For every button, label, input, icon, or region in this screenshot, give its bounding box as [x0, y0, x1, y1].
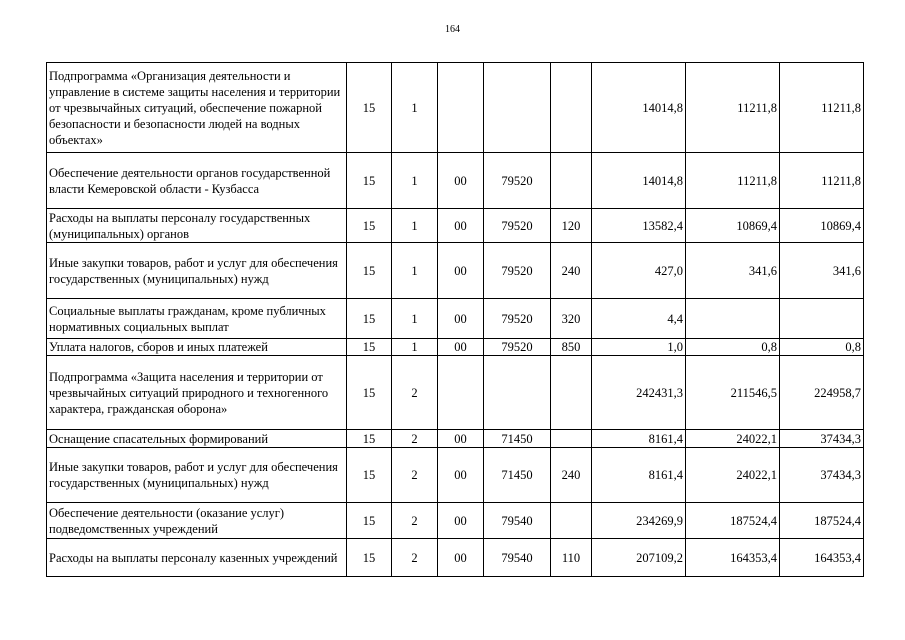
code-subsection: 00 [438, 153, 484, 209]
code-section: 2 [392, 448, 438, 503]
amount-year-2: 10869,4 [686, 209, 780, 243]
code-section: 1 [392, 299, 438, 339]
code-section: 2 [392, 539, 438, 577]
row-name: Обеспечение деятельности (оказание услуг) подведомственных учреждений [47, 503, 347, 539]
amount-year-3: 11211,8 [780, 63, 864, 153]
code-admin: 15 [347, 243, 392, 299]
code-subsection: 00 [438, 339, 484, 356]
code-target: 71450 [484, 430, 551, 448]
code-expense-type [551, 356, 592, 430]
amount-year-1: 14014,8 [592, 153, 686, 209]
row-name: Подпрограмма «Защита населения и территории от чрезвычайных ситуаций природного и техногенного характера, гражданская оборона» [47, 356, 347, 430]
table-row [47, 63, 864, 153]
code-admin: 15 [347, 503, 392, 539]
row-name: Обеспечение деятельности органов государственной власти Кемеровской области - Кузбасса [47, 153, 347, 209]
code-expense-type: 240 [551, 243, 592, 299]
amount-year-3: 10869,4 [780, 209, 864, 243]
amount-year-2: 24022,1 [686, 448, 780, 503]
row-name: Расходы на выплаты персоналу государственных (муниципальных) органов [47, 209, 347, 243]
code-subsection [438, 63, 484, 153]
code-admin: 15 [347, 339, 392, 356]
code-admin: 15 [347, 153, 392, 209]
code-section: 1 [392, 153, 438, 209]
code-expense-type: 240 [551, 448, 592, 503]
amount-year-2: 211546,5 [686, 356, 780, 430]
code-target: 79520 [484, 209, 551, 243]
row-name: Социальные выплаты гражданам, кроме публичных нормативных социальных выплат [47, 299, 347, 339]
code-subsection: 00 [438, 448, 484, 503]
code-expense-type [551, 153, 592, 209]
row-name: Иные закупки товаров, работ и услуг для обеспечения государственных (муниципальных) нужд [47, 243, 347, 299]
amount-year-1: 8161,4 [592, 430, 686, 448]
amount-year-1: 1,0 [592, 339, 686, 356]
code-admin: 15 [347, 299, 392, 339]
amount-year-2: 11211,8 [686, 153, 780, 209]
amount-year-1: 14014,8 [592, 63, 686, 153]
code-expense-type: 320 [551, 299, 592, 339]
amount-year-1: 427,0 [592, 243, 686, 299]
code-target: 79520 [484, 339, 551, 356]
code-target [484, 356, 551, 430]
amount-year-2 [686, 299, 780, 339]
code-subsection: 00 [438, 243, 484, 299]
amount-year-3: 0,8 [780, 339, 864, 356]
table-row [47, 448, 864, 503]
amount-year-3: 37434,3 [780, 430, 864, 448]
code-admin: 15 [347, 448, 392, 503]
amount-year-3 [780, 299, 864, 339]
code-section: 1 [392, 243, 438, 299]
amount-year-2: 24022,1 [686, 430, 780, 448]
table-row [47, 209, 864, 243]
row-name: Расходы на выплаты персоналу казенных учреждений [47, 539, 347, 577]
table-row [47, 503, 864, 539]
amount-year-3: 341,6 [780, 243, 864, 299]
amount-year-2: 341,6 [686, 243, 780, 299]
code-expense-type [551, 430, 592, 448]
code-subsection: 00 [438, 539, 484, 577]
amount-year-3: 224958,7 [780, 356, 864, 430]
amount-year-2: 11211,8 [686, 63, 780, 153]
amount-year-1: 242431,3 [592, 356, 686, 430]
code-section: 2 [392, 356, 438, 430]
code-section: 2 [392, 503, 438, 539]
code-section: 1 [392, 339, 438, 356]
code-subsection [438, 356, 484, 430]
code-target [484, 63, 551, 153]
code-subsection: 00 [438, 209, 484, 243]
code-admin: 15 [347, 430, 392, 448]
code-expense-type [551, 63, 592, 153]
amount-year-1: 8161,4 [592, 448, 686, 503]
table-row [47, 153, 864, 209]
code-target: 79540 [484, 503, 551, 539]
code-subsection: 00 [438, 503, 484, 539]
code-expense-type: 850 [551, 339, 592, 356]
amount-year-1: 13582,4 [592, 209, 686, 243]
page-number: 164 [445, 24, 460, 35]
row-name: Оснащение спасательных формирований [47, 430, 347, 448]
code-target: 79520 [484, 243, 551, 299]
amount-year-3: 11211,8 [780, 153, 864, 209]
code-admin: 15 [347, 356, 392, 430]
code-admin: 15 [347, 209, 392, 243]
table-row [47, 539, 864, 577]
code-subsection: 00 [438, 430, 484, 448]
code-subsection: 00 [438, 299, 484, 339]
amount-year-1: 234269,9 [592, 503, 686, 539]
table-row [47, 243, 864, 299]
table-row [47, 339, 864, 356]
code-target: 79520 [484, 299, 551, 339]
code-admin: 15 [347, 63, 392, 153]
code-admin: 15 [347, 539, 392, 577]
code-target: 71450 [484, 448, 551, 503]
amount-year-2: 164353,4 [686, 539, 780, 577]
code-section: 1 [392, 209, 438, 243]
code-expense-type: 110 [551, 539, 592, 577]
amount-year-3: 37434,3 [780, 448, 864, 503]
code-section: 1 [392, 63, 438, 153]
code-target: 79520 [484, 153, 551, 209]
amount-year-1: 4,4 [592, 299, 686, 339]
table-row [47, 356, 864, 430]
row-name: Уплата налогов, сборов и иных платежей [47, 339, 347, 356]
table-row [47, 299, 864, 339]
amount-year-1: 207109,2 [592, 539, 686, 577]
row-name: Иные закупки товаров, работ и услуг для обеспечения государственных (муниципальных) нужд [47, 448, 347, 503]
amount-year-2: 0,8 [686, 339, 780, 356]
budget-table [46, 62, 864, 577]
table-row [47, 430, 864, 448]
row-name: Подпрограмма «Организация деятельности и управление в системе защиты населения и территории от чрезвычайных ситуаций, обеспечение пожарной безопасности и безопасности людей на водных объектах» [47, 63, 347, 153]
code-section: 2 [392, 430, 438, 448]
amount-year-2: 187524,4 [686, 503, 780, 539]
code-target: 79540 [484, 539, 551, 577]
code-expense-type: 120 [551, 209, 592, 243]
amount-year-3: 187524,4 [780, 503, 864, 539]
amount-year-3: 164353,4 [780, 539, 864, 577]
code-expense-type [551, 503, 592, 539]
